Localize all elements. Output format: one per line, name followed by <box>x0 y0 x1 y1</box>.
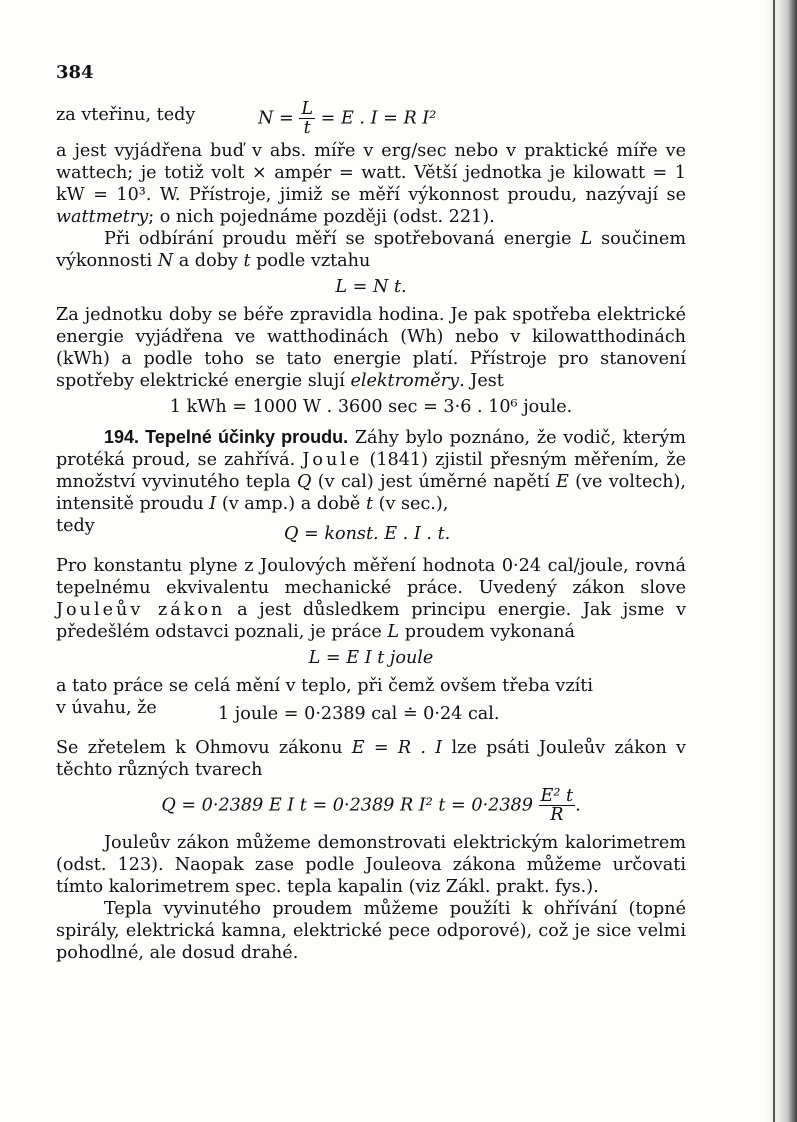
power-lead-text: za vteřinu, tedy <box>56 105 196 125</box>
paragraph-section-194: 194. Tepelné účinky proudu. Záhy bylo poznáno, že vodič, kterým protéká proud, se zahřívá. Joule (1841) zjistil přesným měřením, že množství vyvinutého tepla Q (v cal) jest úměrné napětí E (ve voltech), intensitě proudu I (v amp.) a době t (v sec.), <box>56 427 687 514</box>
formula-joule: 1 joule = 0·2389 cal ≐ 0·24 cal. <box>218 704 500 724</box>
power-formula: N = $\frac{L}{t}$ = E . I = R I² <box>258 99 437 138</box>
section-heading: 194. Tepelné účinky proudu. <box>104 427 349 447</box>
formula-work: L = E I t joule <box>308 648 434 668</box>
paragraph-heat-line: a tato práce se celá mění v teplo, při čemž ovšem třeba vzíti <box>56 676 593 696</box>
page-content <box>56 62 686 964</box>
paragraph-heating: Tepla vyvinutého proudem můžeme použíti k ohřívání (topné spirály, elektrická kamna, elektrické pece odporové), což je sice velmi pohodlné, ale dosud drahé. <box>56 899 686 963</box>
power-line <box>56 99 686 138</box>
joule-law-name: Jouleův zákon <box>56 600 226 620</box>
formula-energy: L = N t. <box>335 277 407 297</box>
paragraph-energy: Při odbírání proudu měří se spotřebovaná energie L součinem výkonnosti N a doby t podle vztahu <box>56 229 687 271</box>
paragraph-ohm: Se zřetelem k Ohmovu zákonu E = R . I lze psáti Jouleův zákon v těchto různých tvarech <box>56 738 686 780</box>
paragraph-power: a jest vyjádřena buď v abs. míře v erg/sec nebo v praktické míře ve wattech; je totiž volt × ampér = watt. Větší jednotka je kilowatt = 1 kW = 10³. W. Přístroje, jimiž se měří výkonnost proudu, nazývají se wattmetry; o nich pojednáme později (odst. 221). <box>56 141 686 227</box>
fraction-L-over-t: $\frac{L}{t}$ <box>301 99 314 138</box>
paragraph-joule-law: Pro konstantu plyne z Joulových měření hodnota 0·24 cal/joule, rovná tepelnému ekvivalentu mechanické práce. Uvedený zákon slove Jouleův zákon a jest důsledkem principu energie. Jak jsme v předešlém odstavci poznali, je práce L proudem vykonaná <box>56 556 687 642</box>
formula-heat: Q = konst. E . I . t. <box>284 524 451 544</box>
formula-forms: Q = 0·2389 E I t = 0·2389 R I² t = 0·2389 $\frac{\text{E² t}}{R}$ . <box>161 786 581 825</box>
page-edge <box>765 0 797 1122</box>
heat-line: tedy Q = konst. E . I . t. <box>56 516 451 544</box>
joule-line: v úvahu, že 1 joule = 0·2389 cal ≐ 0·24 cal. <box>56 698 500 724</box>
paragraph-kwh: Za jednotku doby se béře zpravidla hodina. Je pak spotřeba elektrické energie vyjádřena ve watthodinách (Wh) nebo v kilowatthodinách (kWh) a podle toho se tato energie platí. Přístroje pro stanovení spotřeby elektrické energie slují elektroměry. Jest <box>56 305 686 391</box>
emph-wattmetry: wattmetry <box>56 207 149 227</box>
page-edge-line <box>773 0 775 1122</box>
formula-kwh: 1 kWh = 1000 W . 3600 sec = 3·6 . 10⁶ joule. <box>169 397 573 417</box>
emph-elektromery: elektroměry <box>350 371 460 391</box>
page-number: 384 <box>56 62 94 83</box>
paragraph-calorimeter: Jouleův zákon můžeme demonstrovati elektrickým kalorimetrem (odst. 123). Naopak zase podle Jouleova zákona můžeme určovati tímto kalorimetrem spec. tepla kapalin (viz Zákl. prakt. fys.). <box>56 833 686 897</box>
fraction-E2t-over-R: $\frac{\text{E² t}}{R}$ <box>540 786 574 825</box>
